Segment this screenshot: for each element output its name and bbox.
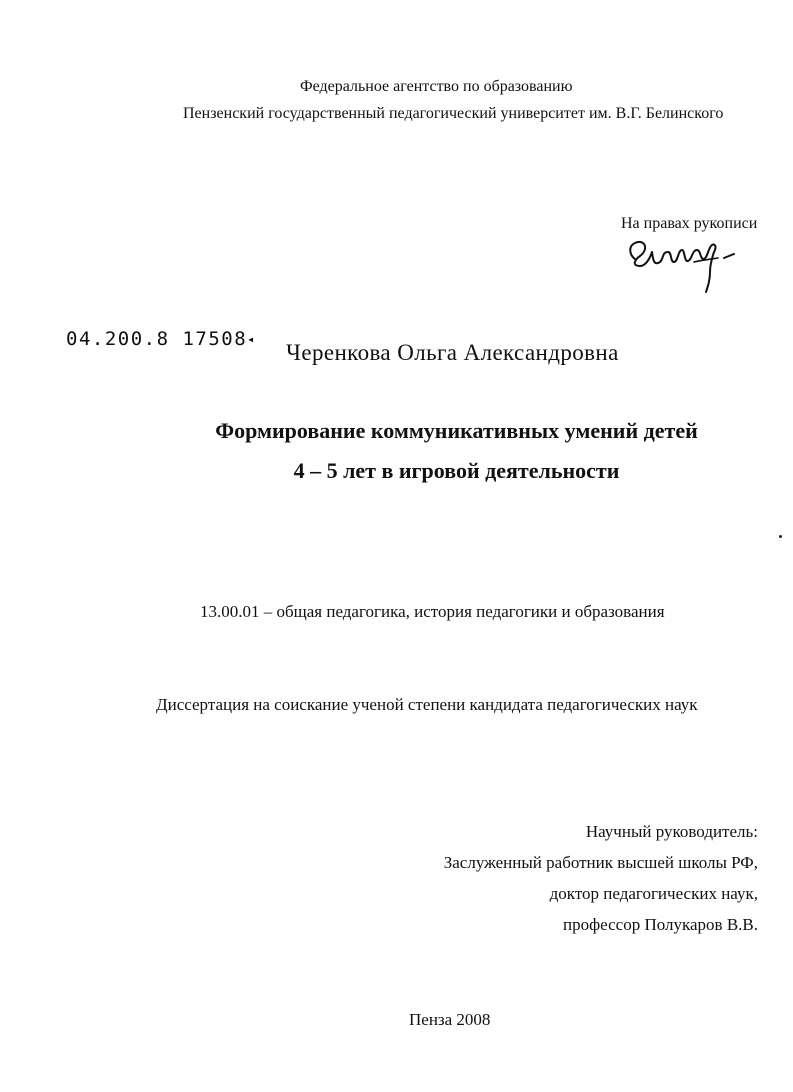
supervisor-honor: Заслуженный работник высшей школы РФ, — [443, 853, 758, 872]
supervisor-degree: доктор педагогических наук, — [549, 884, 758, 903]
archive-code — [66, 327, 256, 351]
dissertation-statement: Диссертация на соискание ученой степени кандидата педагогических наук — [156, 695, 698, 714]
specialty-code: 13.00.01 – общая педагогика, история педагогики и образования — [200, 602, 665, 621]
archive-mark-icon: ◂ — [247, 332, 256, 346]
university-name: Пензенский государственный педагогический университет им. В.Г. Белинского — [183, 105, 724, 122]
handwritten-signature — [622, 232, 742, 294]
scan-speck — [779, 535, 782, 538]
title-line-1: Формирование коммуникативных умений детей — [215, 418, 698, 443]
supervisor-name: профессор Полукаров В.В. — [563, 915, 758, 934]
title-line-2: 4 – 5 лет в игровой деятельности — [293, 458, 620, 483]
archive-code-text: 04.200.8 17508 — [66, 328, 248, 350]
city-year: Пенза 2008 — [409, 1010, 491, 1029]
author-name: Черенкова Ольга Александровна — [286, 340, 619, 365]
supervisor-heading: Научный руководитель: — [585, 822, 758, 841]
rights-note: На правах рукописи — [621, 215, 758, 232]
agency-name: Федеральное агентство по образованию — [300, 78, 573, 95]
